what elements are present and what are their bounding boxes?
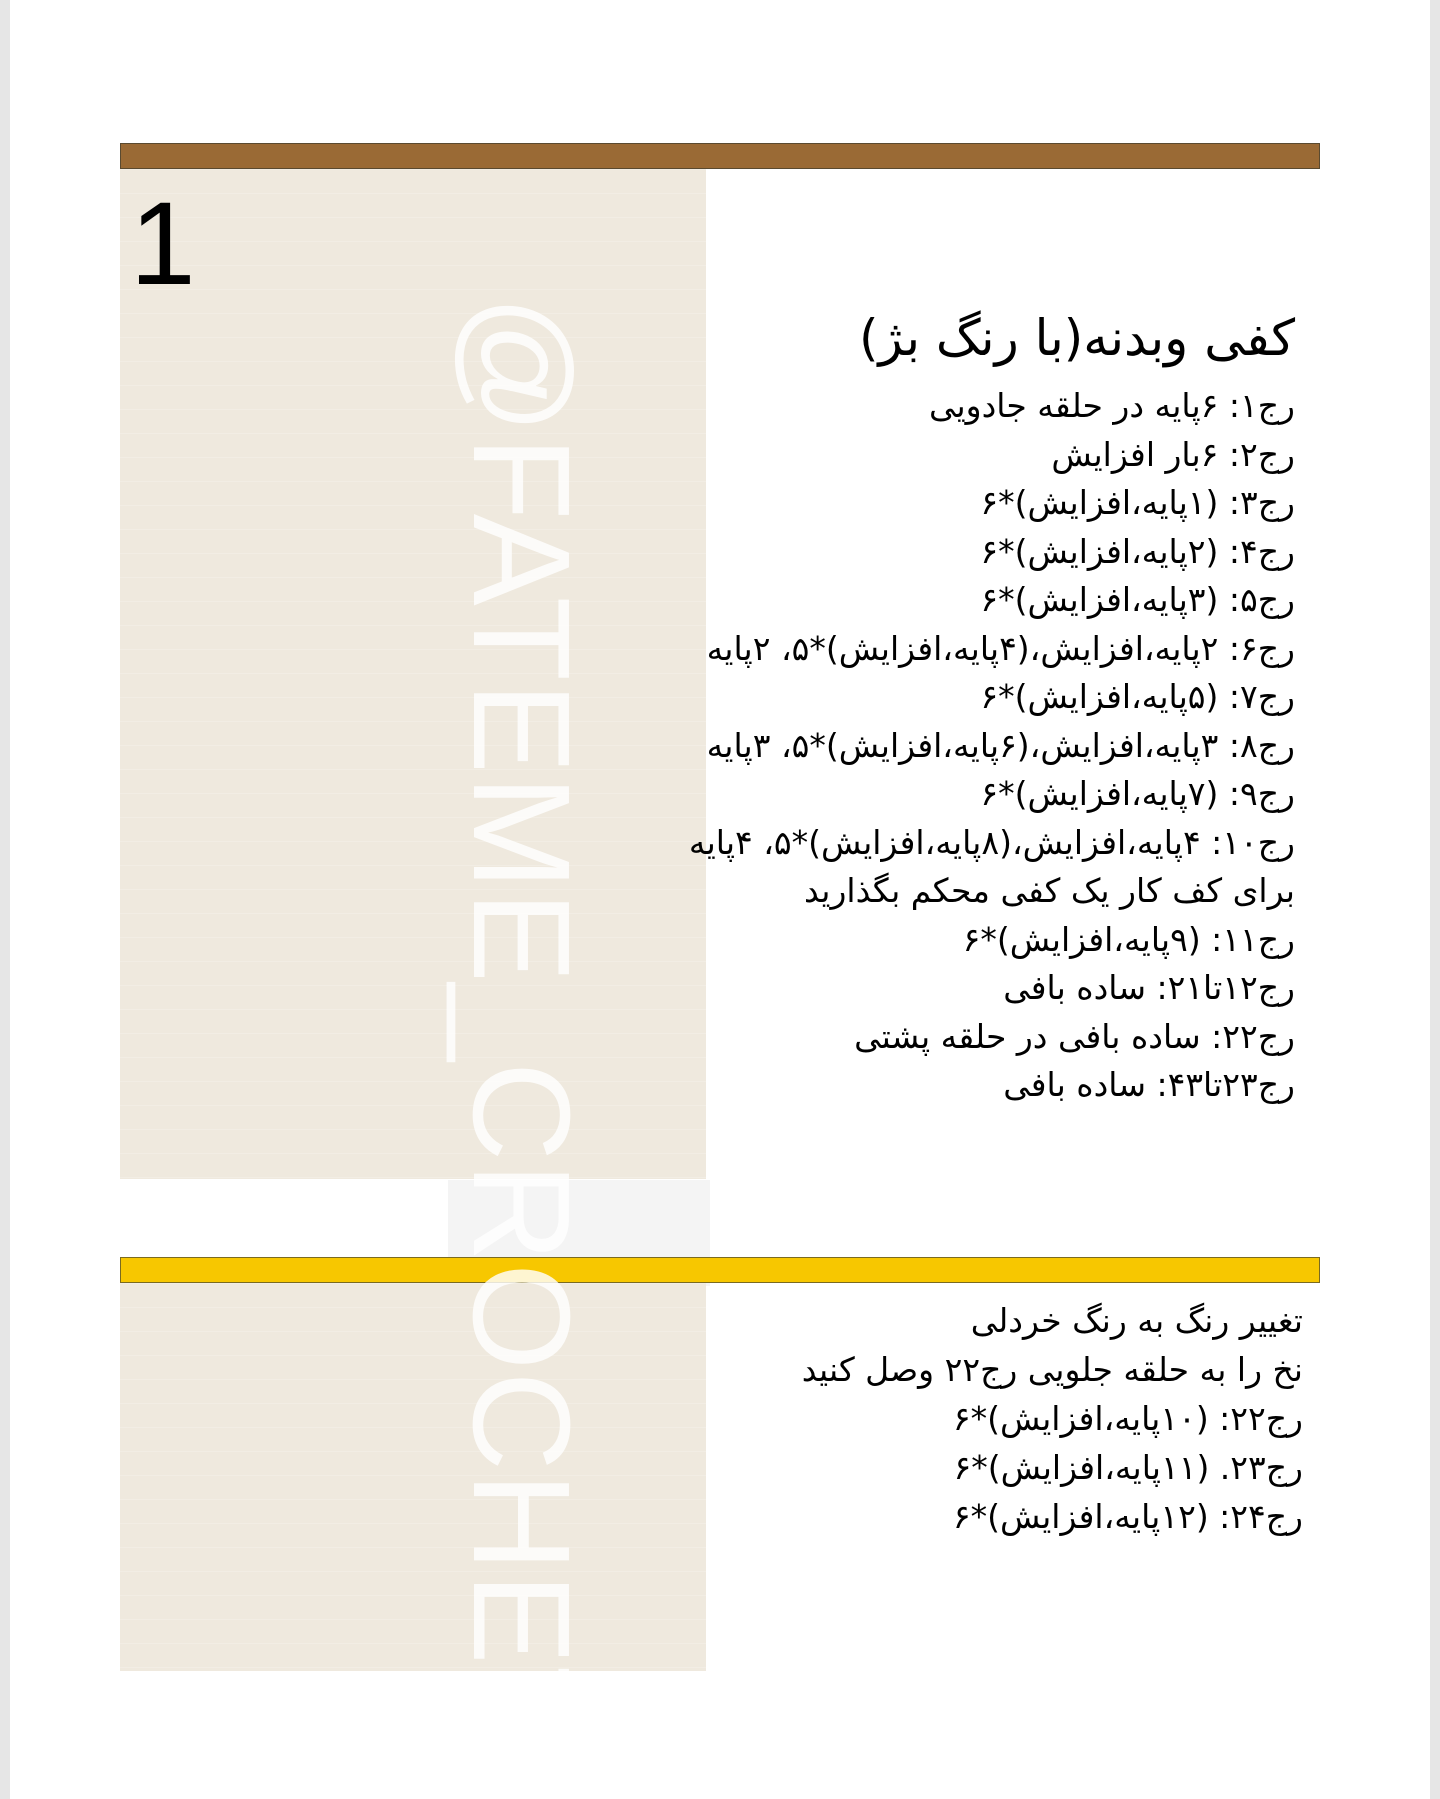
yellow-section-bar — [120, 1257, 1320, 1283]
pattern-note: تغییر رنگ به رنگ خردلی — [970, 1301, 1303, 1340]
pattern-row: رج۲۲: (۱۰پایه،افزایش)*۶ — [952, 1399, 1303, 1438]
pattern-row: رج۲۳تا۴۳: ساده بافی — [1003, 1065, 1295, 1104]
watermark-handle-text: @FATEME_CROCHET — [444, 295, 598, 1751]
pattern-row: رج۲: ۶بار افزایش — [1051, 434, 1295, 474]
pattern-note: نخ را به حلقه جلویی رج۲۲ وصل کنید — [801, 1350, 1303, 1389]
pattern-row: رج۳: (۱پایه،افزایش)*۶ — [980, 483, 1295, 522]
section-heading: کفی وبدنه(با رنگ بژ) — [859, 309, 1295, 367]
pattern-row: رج۶: ۲پایه،افزایش،(۴پایه،افزایش)*۵، ۲پایه — [706, 628, 1295, 668]
pattern-row: رج۸: ۳پایه،افزایش،(۶پایه،افزایش)*۵، ۳پایه — [706, 725, 1295, 765]
beige-side-panel-top — [120, 169, 706, 1179]
page-number: 1 — [130, 178, 196, 310]
brown-header-bar — [120, 143, 1320, 169]
pattern-row: رج۴: (۲پایه،افزایش)*۶ — [980, 531, 1295, 571]
beige-side-panel-bottom — [120, 1283, 706, 1671]
pattern-row: رج۲۴: (۱۲پایه،افزایش)*۶ — [952, 1497, 1303, 1536]
pattern-row: رج۱: ۶پایه در حلقه جادویی — [928, 386, 1295, 425]
pattern-row: رج۲۲: ساده بافی در حلقه پشتی — [854, 1016, 1295, 1056]
body-pattern-section — [689, 306, 1295, 1110]
pattern-row: رج۷: (۵پایه،افزایش)*۶ — [980, 677, 1295, 716]
pattern-row: رج۹: (۷پایه،افزایش)*۶ — [980, 774, 1295, 813]
pattern-row: رج۱۱: (۹پایه،افزایش)*۶ — [962, 919, 1295, 959]
pattern-note: برای کف کار یک کفی محکم بگذارید — [803, 871, 1295, 910]
pattern-row: رج۲۳. (۱۱پایه،افزایش)*۶ — [953, 1448, 1303, 1487]
color-change-section — [802, 1296, 1303, 1541]
pattern-row: رج۵: (۳پایه،افزایش)*۶ — [980, 580, 1295, 619]
pattern-row: رج۱۲تا۲۱: ساده بافی — [1003, 968, 1295, 1007]
pattern-row: رج۱۰: ۴پایه،افزایش،(۸پایه،افزایش)*۵، ۴پایه — [688, 822, 1295, 862]
